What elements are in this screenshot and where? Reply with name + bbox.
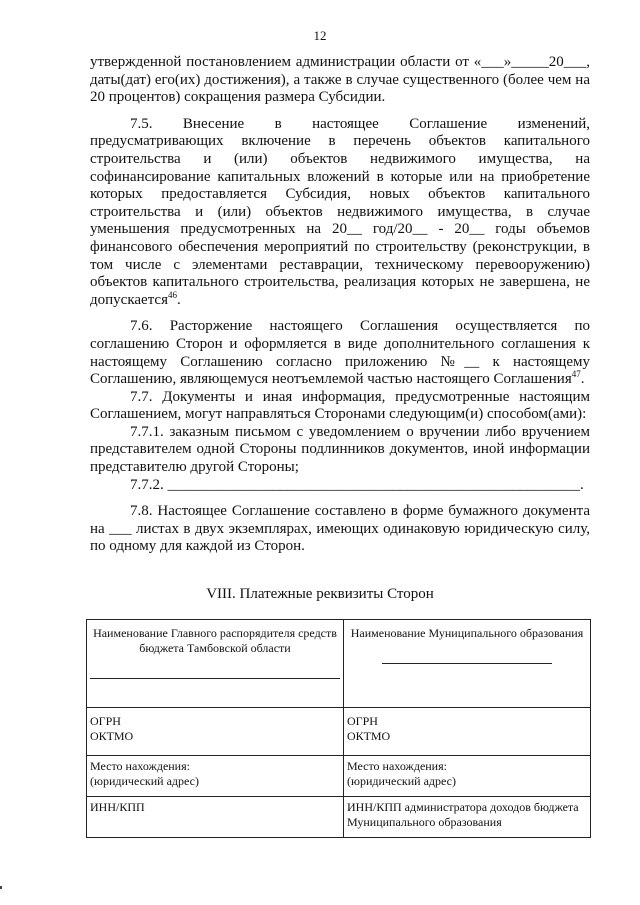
- right-location-cell: Место нахождения: (юридический адрес): [344, 756, 591, 797]
- right-party-header: Наименование Муниципального образования: [344, 620, 591, 708]
- paragraph-7-7-2: 7.7.2. _______________________________________________________.: [130, 476, 584, 493]
- section-title: VIII. Платежные реквизиты Сторон: [206, 586, 434, 602]
- paragraph-7-8: 7.8. Настоящее Соглашение составлено в форме бумажного документа на ___ листах в двух экземплярах, имеющих одинаковую юридическую силу, по одному для каждой из Сторон.: [90, 503, 590, 555]
- paragraph-continuation: утвержденной постановлением администрации области от «___»_____20___, даты(дат) его(их) достижения), а также в случае существенного (более чем на 20 процентов) сокращения размера Субсидии.: [90, 54, 590, 106]
- page-number: 12: [313, 28, 327, 43]
- table-row: [87, 756, 591, 797]
- table-row: [87, 797, 591, 838]
- table-row: [87, 620, 591, 708]
- paragraph-7-7-1: 7.7.1. заказным письмом с уведомлением о вручении либо вручением представителем одной Стороны подлинников документов, иной информации представителю другой Стороны;: [90, 423, 590, 476]
- left-ids-cell: ОГРН ОКТМО: [87, 708, 344, 756]
- signature-line: [90, 678, 340, 679]
- document-body: [90, 54, 590, 556]
- signature-line: [382, 663, 552, 664]
- table-row: [87, 708, 591, 756]
- footnote-ref-46: 46: [168, 289, 177, 300]
- paragraph-7-7: 7.7. Документы и иная информация, предусмотренные настоящим Соглашением, могут направляться Сторонами следующим(и) способом(ами):: [90, 388, 590, 423]
- left-inn-cell: ИНН/КПП: [87, 797, 344, 838]
- scan-mark: [0, 886, 2, 889]
- paragraph-7-6: 7.6. Расторжение настоящего Соглашения осуществляется по соглашению Сторон и оформляется в виде дополнительного соглашения к настоящему Соглашению согласно приложению №__ к настоящему Соглашению, являющемуся неотъемлемой частью настоящего Соглашения$^{47}$.: [90, 318, 590, 388]
- payment-details-table: [86, 619, 591, 838]
- right-ids-cell: ОГРН ОКТМО: [344, 708, 591, 756]
- left-location-cell: Место нахождения: (юридический адрес): [87, 756, 344, 797]
- paragraph-7-5: 7.5. Внесение в настоящее Соглашение изменений, предусматривающих включение в перечень объектов капитального строительства и (или) объектов недвижимого имущества, на софинансирование капитальных вложений в которые или на приобретение которых предоставляется Субсидия, новых объектов капитального строительства и (или) объектов недвижимого имущества, в случае уменьшения предусмотренных на 20__ год/20__ - 20__ годы объемов финансового обеспечения мероприятий по строительству (реконструкции, в том числе с элементами реставрации, техническому перевооружению) объектов капитального строительства, реализация которых не завершена, не допускается$^{46}$.: [90, 115, 590, 308]
- footnote-ref-47: 47: [571, 369, 581, 380]
- left-party-header: Наименование Главного распорядителя средств бюджета Тамбовской области: [87, 620, 344, 708]
- right-inn-cell: ИНН/КПП администратора доходов бюджета Муниципального образования: [344, 797, 591, 838]
